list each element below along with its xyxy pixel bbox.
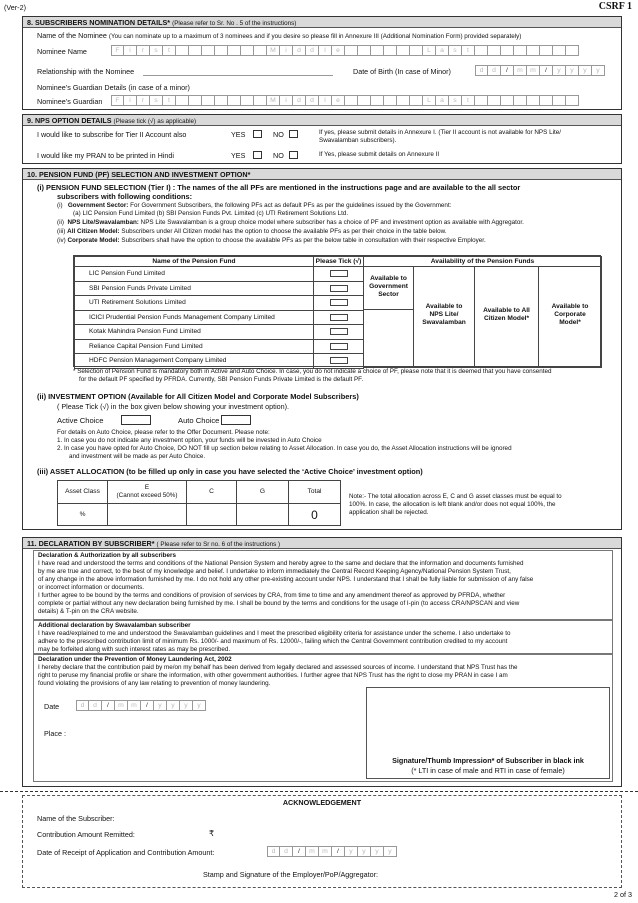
declaration-date-label: Date — [44, 702, 60, 711]
char-box[interactable]: / — [501, 65, 514, 76]
investment-note-1: 1. In case you do not indicate any investment option, your funds will be invested in Auto Choice — [57, 437, 322, 444]
relationship-label: Relationship with the Nominee — [37, 67, 135, 76]
pf-tick-checkbox[interactable] — [330, 314, 348, 321]
pf-tick-cell — [313, 310, 364, 326]
declaration-all-line: details) & T-pin on the CRA website. — [38, 608, 139, 615]
char-box[interactable] — [397, 45, 410, 56]
signature-label: Signature/Thumb Impression* of Subscriber in black ink — [392, 756, 584, 765]
char-box[interactable]: y — [154, 700, 167, 711]
char-box[interactable] — [397, 95, 410, 106]
avail-government-blank — [363, 309, 414, 368]
char-box[interactable]: s — [449, 95, 462, 106]
char-box[interactable]: L — [423, 95, 436, 106]
char-box[interactable]: y — [180, 700, 193, 711]
corporate-bond-input[interactable] — [186, 503, 237, 526]
pf-tick-checkbox[interactable] — [330, 299, 348, 306]
char-box[interactable]: d — [306, 45, 319, 56]
pf-name-cell: HDFC Pension Management Company Limited — [74, 353, 314, 369]
condition-gov: (i) Government Sector: For Government Subscribers, the following PFs act as default PFs as per the guidelines issued by the Government: — [57, 202, 452, 209]
declaration-all-line: I further agree to be bound by the terms and conditions of provision of services by CRA, from time to time and any amendment thereof as approved by PFRDA, whether — [38, 592, 506, 599]
declaration-pmla-line: right to peruse my financial profile or share the information, with other government authorities. I further agree that NPS Trust has the right to close my PRAN in case I am — [38, 672, 508, 679]
declaration-swavalamban-line: adhere to the prescribed contribution limit of minimum Rs. 1000/- and maximum of Rs. 12000/-, failing which the Central Government contribution credited to my account — [38, 638, 508, 645]
char-box[interactable]: M — [267, 45, 280, 56]
equity-head: E (Cannot exceed 50%) — [107, 480, 187, 504]
cut-line — [0, 791, 638, 792]
investment-option-sub: ( Please Tick (√) in the box given below showing your investment option). — [57, 402, 290, 411]
char-box[interactable]: y — [345, 846, 358, 857]
avail-all-citizen: Available to All Citizen Model* — [474, 266, 539, 368]
declaration-pmla-line: found violating the provisions of any law relating to prevention of money laundering. — [38, 680, 271, 687]
asset-allocation-table — [57, 480, 341, 526]
char-box[interactable] — [384, 45, 397, 56]
char-box[interactable]: d — [293, 45, 306, 56]
char-box[interactable]: i — [124, 45, 137, 56]
pf-name-cell: ICICI Prudential Pension Funds Management Company Limited — [74, 310, 314, 326]
char-box[interactable]: y — [384, 846, 397, 857]
char-box[interactable] — [345, 45, 358, 56]
declaration-swavalamban-box — [33, 620, 613, 654]
corporate-bond-head: C — [186, 480, 237, 504]
declaration-swavalamban-line: may be forfeited along with such interest rates as may be prescribed. — [38, 646, 231, 653]
char-box[interactable]: m — [115, 700, 128, 711]
char-box[interactable] — [566, 95, 579, 106]
declaration-all-line: I have read and understood the terms and conditions of the National Pension System and hereby agree to the same and declare that the information and documents furnished — [38, 560, 524, 567]
char-box[interactable]: y — [566, 65, 579, 76]
pf-tick-checkbox[interactable] — [330, 285, 348, 292]
char-box[interactable]: s — [150, 95, 163, 106]
char-box[interactable]: m — [527, 65, 540, 76]
char-box[interactable]: d — [475, 65, 488, 76]
declaration-swavalamban-line: I have read/explained to me and understood the Swavalamban guidelines and I meet the prescribed eligibility criteria for assistance under the scheme. I also undertake to — [38, 630, 511, 637]
section-9-header: 9. NPS OPTION DETAILS (Please tick (√) as applicable) — [23, 115, 621, 126]
declaration-pmla-line: I hereby declare that the contribution paid by me/on my behalf has been derived from legally declared and assessed sources of income. I understand that NPS Trust has the — [38, 664, 518, 671]
char-box[interactable]: y — [553, 65, 566, 76]
char-box[interactable]: / — [141, 700, 154, 711]
pf-tick-checkbox[interactable] — [330, 270, 348, 277]
tier2-no-checkbox[interactable] — [289, 130, 298, 138]
char-box[interactable] — [241, 45, 254, 56]
char-box[interactable] — [371, 95, 384, 106]
char-box[interactable] — [254, 95, 267, 106]
char-box[interactable] — [202, 95, 215, 106]
char-box[interactable] — [176, 95, 189, 106]
char-box[interactable]: m — [128, 700, 141, 711]
char-box[interactable]: y — [592, 65, 605, 76]
char-box[interactable]: e — [332, 95, 345, 106]
char-box[interactable]: l — [319, 95, 332, 106]
ack-name-label: Name of the Subscriber: — [37, 814, 115, 823]
hindi-no-label: NO — [273, 151, 284, 160]
char-box[interactable]: y — [579, 65, 592, 76]
declaration-all-box — [33, 550, 613, 620]
pf-tick-cell — [313, 266, 364, 282]
char-box[interactable] — [553, 95, 566, 106]
tier2-note-1: If yes, please submit details in Annexure I. (Tier II account is not available for NPS Lite/ — [319, 129, 561, 136]
acknowledgement-panel — [22, 795, 622, 888]
pf-table — [73, 255, 601, 367]
equity-input[interactable] — [107, 503, 187, 526]
dob-label: Date of Birth (In case of Minor) — [353, 67, 451, 76]
section-nps-option — [22, 114, 622, 164]
guardian-name-field[interactable] — [111, 95, 579, 106]
avail-government: Available to Government Sector — [363, 266, 414, 310]
page-number: 2 of 3 — [614, 890, 632, 899]
pf-tick-checkbox[interactable] — [330, 357, 348, 364]
guardian-details-label: Nominee’s Guardian Details (in case of a minor) — [37, 83, 190, 92]
gov-sec-input[interactable] — [236, 503, 289, 526]
char-box[interactable]: i — [280, 45, 293, 56]
pf-selection-title-2: subscribers with following conditions: — [57, 192, 193, 201]
condition-lite: (ii) NPS Lite/Swavalamban: NPS Lite Swavalamban is a group choice model where subscriber has a choice of PF and investment option as available with Aggregator. — [57, 219, 524, 226]
rupee-symbol: ₹ — [209, 829, 215, 838]
char-box[interactable] — [514, 95, 527, 106]
dob-field[interactable] — [475, 65, 605, 76]
char-box[interactable] — [553, 45, 566, 56]
char-box[interactable] — [540, 45, 553, 56]
condition-gov-funds: (a) LIC Pension Fund Limited (b) SBI Pension Funds Pvt. Limited (c) UTI Retirement Solutions Ltd. — [73, 210, 349, 217]
signature-note: (* LTI in case of male and RTI in case of female) — [411, 766, 565, 775]
investment-option-title: (ii) INVESTMENT OPTION (Available for All Citizen Model and Corporate Model Subscribers) — [37, 392, 359, 401]
char-box[interactable] — [475, 45, 488, 56]
pf-footnote-2: for the default PF specified by PFRDA. Currently, SBI Pension Funds Private Limited is the default PF. — [79, 376, 364, 383]
section-8-header: 8. SUBSCRIBERS NOMINATION DETAILS* (Please refer to Sr. No . 5 of the instructions) — [23, 17, 621, 28]
char-box[interactable] — [215, 95, 228, 106]
char-box[interactable]: / — [293, 846, 306, 857]
char-box[interactable]: y — [358, 846, 371, 857]
pf-table-head-tick: Please Tick (√) — [313, 256, 364, 267]
gov-sec-head: G — [236, 480, 289, 504]
nominee-heading: Name of the Nominee (You can nominate up to a maximum of 3 nominees and if you desire so please fill in Annexure III (Additional Nomination Form) provided separately) — [37, 31, 522, 40]
char-box[interactable] — [410, 95, 423, 106]
pf-name-cell: UTI Retirement Solutions Limited — [74, 295, 314, 311]
pf-tick-checkbox[interactable] — [330, 328, 348, 335]
ack-date-label: Date of Receipt of Application and Contribution Amount: — [37, 848, 215, 857]
hindi-yes-label: YES — [231, 151, 246, 160]
auto-choice-label: Auto Choice — [178, 416, 220, 425]
char-box[interactable]: i — [124, 95, 137, 106]
char-box[interactable]: F — [111, 95, 124, 106]
char-box[interactable] — [527, 95, 540, 106]
condition-corporate: (iv) Corporate Model: Subscribers shall have the option to choose the available PFs as per the below table in consultation with their respective Employer. — [57, 237, 486, 244]
char-box[interactable] — [358, 45, 371, 56]
char-box[interactable] — [488, 95, 501, 106]
char-box[interactable] — [501, 45, 514, 56]
char-box[interactable] — [254, 45, 267, 56]
pf-name-cell: Reliance Capital Pension Fund Limited — [74, 339, 314, 355]
pf-name-cell: LIC Pension Fund Limited — [74, 266, 314, 282]
pf-tick-cell — [313, 281, 364, 297]
char-box[interactable] — [189, 95, 202, 106]
section-10-header: 10. PENSION FUND (PF) SELECTION AND INVESTMENT OPTION* — [23, 169, 621, 180]
char-box[interactable]: l — [319, 45, 332, 56]
char-box[interactable] — [540, 95, 553, 106]
declaration-pmla-box — [33, 654, 613, 782]
char-box[interactable]: r — [137, 95, 150, 106]
form-version: (Ver-2) — [4, 3, 26, 12]
auto-choice-checkbox[interactable] — [221, 415, 251, 425]
declaration-all-title: Declaration & Authorization by all subscribers — [38, 552, 176, 559]
char-box[interactable]: L — [423, 45, 436, 56]
tier2-yes-label: YES — [231, 130, 246, 139]
pf-tick-cell — [313, 339, 364, 355]
char-box[interactable]: t — [462, 45, 475, 56]
section-11-header: 11. DECLARATION BY SUBSCRIBER* ( Please refer to Sr no. 6 of the instructions ) — [23, 538, 621, 549]
char-box[interactable]: m — [319, 846, 332, 857]
char-box[interactable] — [189, 45, 202, 56]
char-box[interactable] — [514, 45, 527, 56]
char-box[interactable]: a — [436, 45, 449, 56]
hindi-no-checkbox[interactable] — [289, 151, 298, 159]
char-box[interactable] — [202, 45, 215, 56]
declaration-all-line: or incorrect information or documents. — [38, 584, 145, 591]
char-box[interactable] — [488, 45, 501, 56]
tier2-question: I would like to subscribe for Tier II Account also — [37, 130, 187, 139]
char-box[interactable]: d — [293, 95, 306, 106]
char-box[interactable]: t — [163, 95, 176, 106]
char-box[interactable] — [384, 95, 397, 106]
active-choice-label: Active Choice — [57, 416, 104, 425]
char-box[interactable]: s — [150, 45, 163, 56]
ack-date-field[interactable] — [267, 846, 397, 857]
char-box[interactable]: d — [89, 700, 102, 711]
tier2-no-label: NO — [273, 130, 284, 139]
ack-stamp-label: Stamp and Signature of the Employer/PoP/Aggregator: — [203, 870, 378, 879]
char-box[interactable] — [475, 95, 488, 106]
pf-tick-checkbox[interactable] — [330, 343, 348, 350]
declaration-swavalamban-title: Additional declaration by Swavalamban subscriber — [38, 622, 191, 629]
avail-nps-lite: Available to NPS Lite/ Swavalamban — [413, 266, 475, 368]
ack-title: ACKNOWLEDGEMENT — [282, 798, 362, 807]
ack-amount-label: Contribution Amount Remitted: — [37, 830, 135, 839]
pf-tick-cell — [313, 324, 364, 340]
char-box[interactable] — [228, 45, 241, 56]
signature-box[interactable] — [366, 687, 610, 779]
tier2-note-2: Swavalamban subscribers). — [319, 137, 397, 144]
guardian-label: Nominee’s Guardian — [37, 97, 103, 106]
char-box[interactable] — [566, 45, 579, 56]
char-box[interactable]: d — [267, 846, 280, 857]
allocation-note-2: 100%. In case, the allocation is left blank and/or does not equal 100%, the — [349, 501, 556, 508]
investment-note-2b: and investment will be made as per Auto Choice. — [69, 453, 206, 460]
char-box[interactable] — [241, 95, 254, 106]
pf-footnote-1: * Selection of Pension Fund is mandatory both in Active and Auto Choice. In case, you do not indicate a choice of PF, please note that it is deemed that you have consented — [73, 368, 552, 375]
char-box[interactable] — [501, 95, 514, 106]
declaration-all-line: of any change in the above information furnished by me. I do not hold any other pre-existing account under NPS. I understand that I shall be fully liable for submission of any false — [38, 576, 534, 583]
char-box[interactable]: / — [540, 65, 553, 76]
pf-table-head-name: Name of the Pension Fund — [74, 256, 314, 267]
char-box[interactable]: d — [280, 846, 293, 857]
declaration-all-line: complete or partial without any new declaration being furnished by me. I shall be bound by the terms and conditions for the usage of I-pin (to access CRA/NPSCAN and view — [38, 600, 520, 607]
nominee-name-field[interactable] — [111, 45, 579, 56]
char-box[interactable]: d — [306, 95, 319, 106]
char-box[interactable] — [228, 95, 241, 106]
char-box[interactable]: y — [193, 700, 206, 711]
pf-tick-cell — [313, 295, 364, 311]
char-box[interactable]: e — [332, 45, 345, 56]
char-box[interactable]: F — [111, 45, 124, 56]
char-box[interactable]: r — [137, 45, 150, 56]
total-value: 0 — [288, 503, 341, 526]
pf-selection-title: (i) PENSION FUND SELECTION (Tier I) : The names of the all PFs are mentioned in the instructions page and are available to the all sector — [37, 183, 521, 192]
char-box[interactable]: t — [462, 95, 475, 106]
char-box[interactable]: d — [76, 700, 89, 711]
nominee-name-label: Nominee Name — [37, 47, 87, 56]
char-box[interactable]: / — [102, 700, 115, 711]
char-box[interactable] — [358, 95, 371, 106]
char-box[interactable]: y — [371, 846, 384, 857]
char-box[interactable] — [215, 45, 228, 56]
char-box[interactable] — [410, 45, 423, 56]
declaration-pmla-title: Declaration under the Prevention of Money Laundering Act, 2002 — [38, 656, 232, 663]
pf-name-cell: Kotak Mahindra Pension Fund Limited — [74, 324, 314, 340]
form-code: CSRF 1 — [598, 1, 632, 12]
char-box[interactable] — [371, 45, 384, 56]
hindi-note: If Yes, please submit details on Annexure II — [319, 151, 440, 158]
investment-details: For details on Auto Choice, please refer to the Offer Document. Please note: — [57, 429, 270, 436]
section-nomination — [22, 16, 622, 110]
percent-label: % — [57, 503, 108, 526]
char-box[interactable] — [527, 45, 540, 56]
hindi-yes-checkbox[interactable] — [253, 151, 262, 159]
char-box[interactable]: m — [514, 65, 527, 76]
asset-allocation-title: (iii) ASSET ALLOCATION (to be filled up only in case you have selected the ‘Active Choice’ investment option) — [37, 467, 423, 476]
allocation-note-3: application shall be rejected. — [349, 509, 429, 516]
pf-tick-cell — [313, 353, 364, 369]
declaration-date-field[interactable] — [76, 700, 206, 711]
section-declaration — [22, 537, 622, 787]
condition-citizen: (iii) All Citizen Model: Subscribers under All Citizen model has the option to choose the available PFs as per their choice in the table below. — [57, 228, 447, 235]
char-box[interactable] — [345, 95, 358, 106]
char-box[interactable]: M — [267, 95, 280, 106]
relationship-field[interactable] — [143, 75, 333, 76]
char-box[interactable]: / — [332, 846, 345, 857]
declaration-all-line: by me are true and correct, to the best of my knowledge and belief. I undertake to inform immediately the Central Record Keeping Agency/National Pension System Trust, — [38, 568, 511, 575]
section-pension-fund — [22, 168, 622, 530]
pf-name-cell: SBI Pension Funds Private Limited — [74, 281, 314, 297]
char-box[interactable]: m — [306, 846, 319, 857]
investment-note-2: 2. In case you have opted for Auto Choice, DO NOT fill up section below relating to Asset Allocation. In case you do, the Asset Allocation instructions will be ignored — [57, 445, 512, 452]
char-box[interactable]: i — [280, 95, 293, 106]
asset-class-head: Asset Class — [57, 480, 108, 504]
total-head: Total — [288, 480, 341, 504]
char-box[interactable]: d — [488, 65, 501, 76]
char-box[interactable]: y — [167, 700, 180, 711]
pf-table-head-availability: Availability of the Pension Funds — [363, 256, 602, 267]
avail-corporate: Available to Corporate Model* — [538, 266, 602, 368]
char-box[interactable]: s — [449, 45, 462, 56]
char-box[interactable]: a — [436, 95, 449, 106]
char-box[interactable] — [176, 45, 189, 56]
char-box[interactable]: t — [163, 45, 176, 56]
hindi-question: I would like my PRAN to be printed in Hindi — [37, 151, 175, 160]
active-choice-checkbox[interactable] — [121, 415, 151, 425]
allocation-note-1: Note:- The total allocation across E, C and G asset classes must be equal to — [349, 493, 562, 500]
tier2-yes-checkbox[interactable] — [253, 130, 262, 138]
declaration-place-label: Place : — [44, 729, 66, 738]
